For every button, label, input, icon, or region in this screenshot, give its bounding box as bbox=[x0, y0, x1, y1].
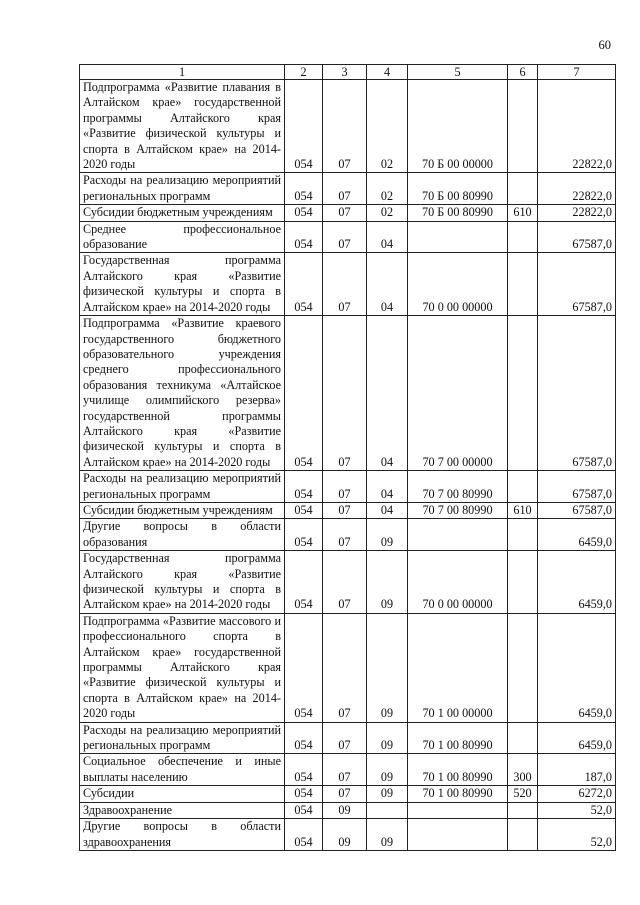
row-csr bbox=[408, 802, 508, 818]
row-csr: 70 0 00 00000 bbox=[408, 253, 508, 316]
table-row bbox=[80, 802, 616, 818]
table-row bbox=[80, 819, 616, 851]
row-pr: 04 bbox=[367, 316, 408, 471]
row-csr: 70 7 00 80990 bbox=[408, 502, 508, 518]
table-row bbox=[80, 722, 616, 754]
row-pr: 04 bbox=[367, 221, 408, 253]
row-csr: 70 Б 00 00000 bbox=[408, 80, 508, 173]
row-ved: 054 bbox=[285, 613, 323, 722]
row-pr: 04 bbox=[367, 502, 408, 518]
row-vr: 300 bbox=[508, 754, 538, 786]
table-row bbox=[80, 551, 616, 614]
row-pr: 09 bbox=[367, 786, 408, 802]
row-vr: 520 bbox=[508, 786, 538, 802]
row-name: Социальное обеспечение и иные выплаты населению bbox=[80, 754, 285, 786]
row-sum: 6459,0 bbox=[538, 613, 616, 722]
row-vr bbox=[508, 253, 538, 316]
row-sum: 22822,0 bbox=[538, 80, 616, 173]
header-col-3: 3 bbox=[323, 65, 367, 80]
row-vr bbox=[508, 471, 538, 503]
row-rz: 09 bbox=[323, 819, 367, 851]
row-vr bbox=[508, 221, 538, 253]
row-ved: 054 bbox=[285, 253, 323, 316]
row-csr: 70 Б 00 80990 bbox=[408, 205, 508, 221]
row-rz: 07 bbox=[323, 471, 367, 503]
row-name: Подпрограмма «Развитие плавания в Алтайском крае» государственной программы Алтайского края «Развитие физической культуры и спорта в Алтайском крае» на 2014-2020 годы bbox=[80, 80, 285, 173]
row-ved: 054 bbox=[285, 80, 323, 173]
row-pr: 04 bbox=[367, 253, 408, 316]
row-csr: 70 Б 00 80990 bbox=[408, 173, 508, 205]
row-ved: 054 bbox=[285, 316, 323, 471]
row-name: Расходы на реализацию мероприятий региональных программ bbox=[80, 173, 285, 205]
row-ved: 054 bbox=[285, 173, 323, 205]
row-ved: 054 bbox=[285, 519, 323, 551]
row-pr: 09 bbox=[367, 613, 408, 722]
table-row bbox=[80, 613, 616, 722]
row-sum: 6459,0 bbox=[538, 722, 616, 754]
row-name: Субсидии бюджетным учреждениям bbox=[80, 205, 285, 221]
row-rz: 07 bbox=[323, 205, 367, 221]
row-rz: 07 bbox=[323, 722, 367, 754]
row-sum: 67587,0 bbox=[538, 502, 616, 518]
row-sum: 52,0 bbox=[538, 802, 616, 818]
table-row bbox=[80, 221, 616, 253]
row-name: Другие вопросы в области образования bbox=[80, 519, 285, 551]
row-rz: 07 bbox=[323, 502, 367, 518]
row-csr: 70 1 00 00000 bbox=[408, 613, 508, 722]
row-pr: 02 bbox=[367, 205, 408, 221]
page-number: 60 bbox=[598, 38, 611, 52]
row-rz: 07 bbox=[323, 551, 367, 614]
row-rz: 07 bbox=[323, 613, 367, 722]
row-sum: 67587,0 bbox=[538, 316, 616, 471]
table-row bbox=[80, 80, 616, 173]
header-row bbox=[80, 65, 616, 80]
row-rz: 09 bbox=[323, 802, 367, 818]
row-pr: 02 bbox=[367, 173, 408, 205]
row-name: Подпрограмма «Развитие краевого государственного бюджетного образовательного учреждения среднего профессионального образования техникума «Алтайское училище олимпийского резерва» государственной программы Алтайского края «Развитие физической культуры и спорта в Алтайском крае» на 2014-2020 годы bbox=[80, 316, 285, 471]
row-ved: 054 bbox=[285, 722, 323, 754]
row-name: Подпрограмма «Развитие массового и профессионального спорта в Алтайском крае» государственной программы Алтайского края «Развитие физической культуры и спорта в Алтайском крае» на 2014-2020 годы bbox=[80, 613, 285, 722]
table-row bbox=[80, 253, 616, 316]
row-csr bbox=[408, 221, 508, 253]
row-vr: 610 bbox=[508, 205, 538, 221]
row-pr: 09 bbox=[367, 754, 408, 786]
table-row bbox=[80, 173, 616, 205]
row-rz: 07 bbox=[323, 221, 367, 253]
row-sum: 6459,0 bbox=[538, 551, 616, 614]
row-ved: 054 bbox=[285, 502, 323, 518]
row-sum: 52,0 bbox=[538, 819, 616, 851]
row-pr: 09 bbox=[367, 551, 408, 614]
table-row bbox=[80, 519, 616, 551]
row-vr bbox=[508, 802, 538, 818]
header-col-7: 7 bbox=[538, 65, 616, 80]
row-vr bbox=[508, 722, 538, 754]
row-vr bbox=[508, 519, 538, 551]
row-vr bbox=[508, 819, 538, 851]
row-name: Расходы на реализацию мероприятий региональных программ bbox=[80, 471, 285, 503]
row-pr: 04 bbox=[367, 471, 408, 503]
row-vr bbox=[508, 316, 538, 471]
header-col-6: 6 bbox=[508, 65, 538, 80]
row-name: Субсидии бюджетным учреждениям bbox=[80, 502, 285, 518]
row-name: Государственная программа Алтайского края «Развитие физической культуры и спорта в Алтайском крае» на 2014-2020 годы bbox=[80, 253, 285, 316]
row-rz: 07 bbox=[323, 253, 367, 316]
row-sum: 187,0 bbox=[538, 754, 616, 786]
row-name: Государственная программа Алтайского края «Развитие физической культуры и спорта в Алтайском крае» на 2014-2020 годы bbox=[80, 551, 285, 614]
row-ved: 054 bbox=[285, 221, 323, 253]
row-csr: 70 7 00 80990 bbox=[408, 471, 508, 503]
row-rz: 07 bbox=[323, 80, 367, 173]
row-name: Здравоохранение bbox=[80, 802, 285, 818]
table-row bbox=[80, 786, 616, 802]
row-rz: 07 bbox=[323, 173, 367, 205]
row-ved: 054 bbox=[285, 786, 323, 802]
row-csr: 70 7 00 00000 bbox=[408, 316, 508, 471]
row-csr bbox=[408, 519, 508, 551]
row-sum: 6272,0 bbox=[538, 786, 616, 802]
row-ved: 054 bbox=[285, 754, 323, 786]
row-sum: 67587,0 bbox=[538, 253, 616, 316]
row-vr bbox=[508, 613, 538, 722]
row-sum: 67587,0 bbox=[538, 471, 616, 503]
row-ved: 054 bbox=[285, 802, 323, 818]
row-rz: 07 bbox=[323, 786, 367, 802]
budget-table bbox=[79, 64, 616, 851]
row-pr: 09 bbox=[367, 519, 408, 551]
row-sum: 6459,0 bbox=[538, 519, 616, 551]
table-row bbox=[80, 471, 616, 503]
row-ved: 054 bbox=[285, 551, 323, 614]
row-vr bbox=[508, 173, 538, 205]
row-pr: 09 bbox=[367, 722, 408, 754]
table-row bbox=[80, 316, 616, 471]
header-col-5: 5 bbox=[408, 65, 508, 80]
row-ved: 054 bbox=[285, 819, 323, 851]
header-col-1: 1 bbox=[80, 65, 285, 80]
row-pr: 09 bbox=[367, 819, 408, 851]
row-vr: 610 bbox=[508, 502, 538, 518]
row-pr bbox=[367, 802, 408, 818]
row-rz: 07 bbox=[323, 316, 367, 471]
table-row bbox=[80, 205, 616, 221]
row-vr bbox=[508, 80, 538, 173]
header-col-2: 2 bbox=[285, 65, 323, 80]
row-ved: 054 bbox=[285, 471, 323, 503]
row-pr: 02 bbox=[367, 80, 408, 173]
row-name: Субсидии bbox=[80, 786, 285, 802]
row-rz: 07 bbox=[323, 519, 367, 551]
row-sum: 22822,0 bbox=[538, 205, 616, 221]
row-ved: 054 bbox=[285, 205, 323, 221]
row-vr bbox=[508, 551, 538, 614]
table-body bbox=[80, 80, 616, 851]
row-csr: 70 1 00 80990 bbox=[408, 754, 508, 786]
row-csr: 70 1 00 80990 bbox=[408, 722, 508, 754]
row-csr: 70 1 00 80990 bbox=[408, 786, 508, 802]
header-col-4: 4 bbox=[367, 65, 408, 80]
table-header bbox=[80, 65, 616, 80]
row-sum: 67587,0 bbox=[538, 221, 616, 253]
row-name: Другие вопросы в области здравоохранения bbox=[80, 819, 285, 851]
row-name: Расходы на реализацию мероприятий региональных программ bbox=[80, 722, 285, 754]
table-row bbox=[80, 754, 616, 786]
row-csr bbox=[408, 819, 508, 851]
table-row bbox=[80, 502, 616, 518]
row-sum: 22822,0 bbox=[538, 173, 616, 205]
row-rz: 07 bbox=[323, 754, 367, 786]
row-csr: 70 0 00 00000 bbox=[408, 551, 508, 614]
row-name: Среднее профессиональное образование bbox=[80, 221, 285, 253]
